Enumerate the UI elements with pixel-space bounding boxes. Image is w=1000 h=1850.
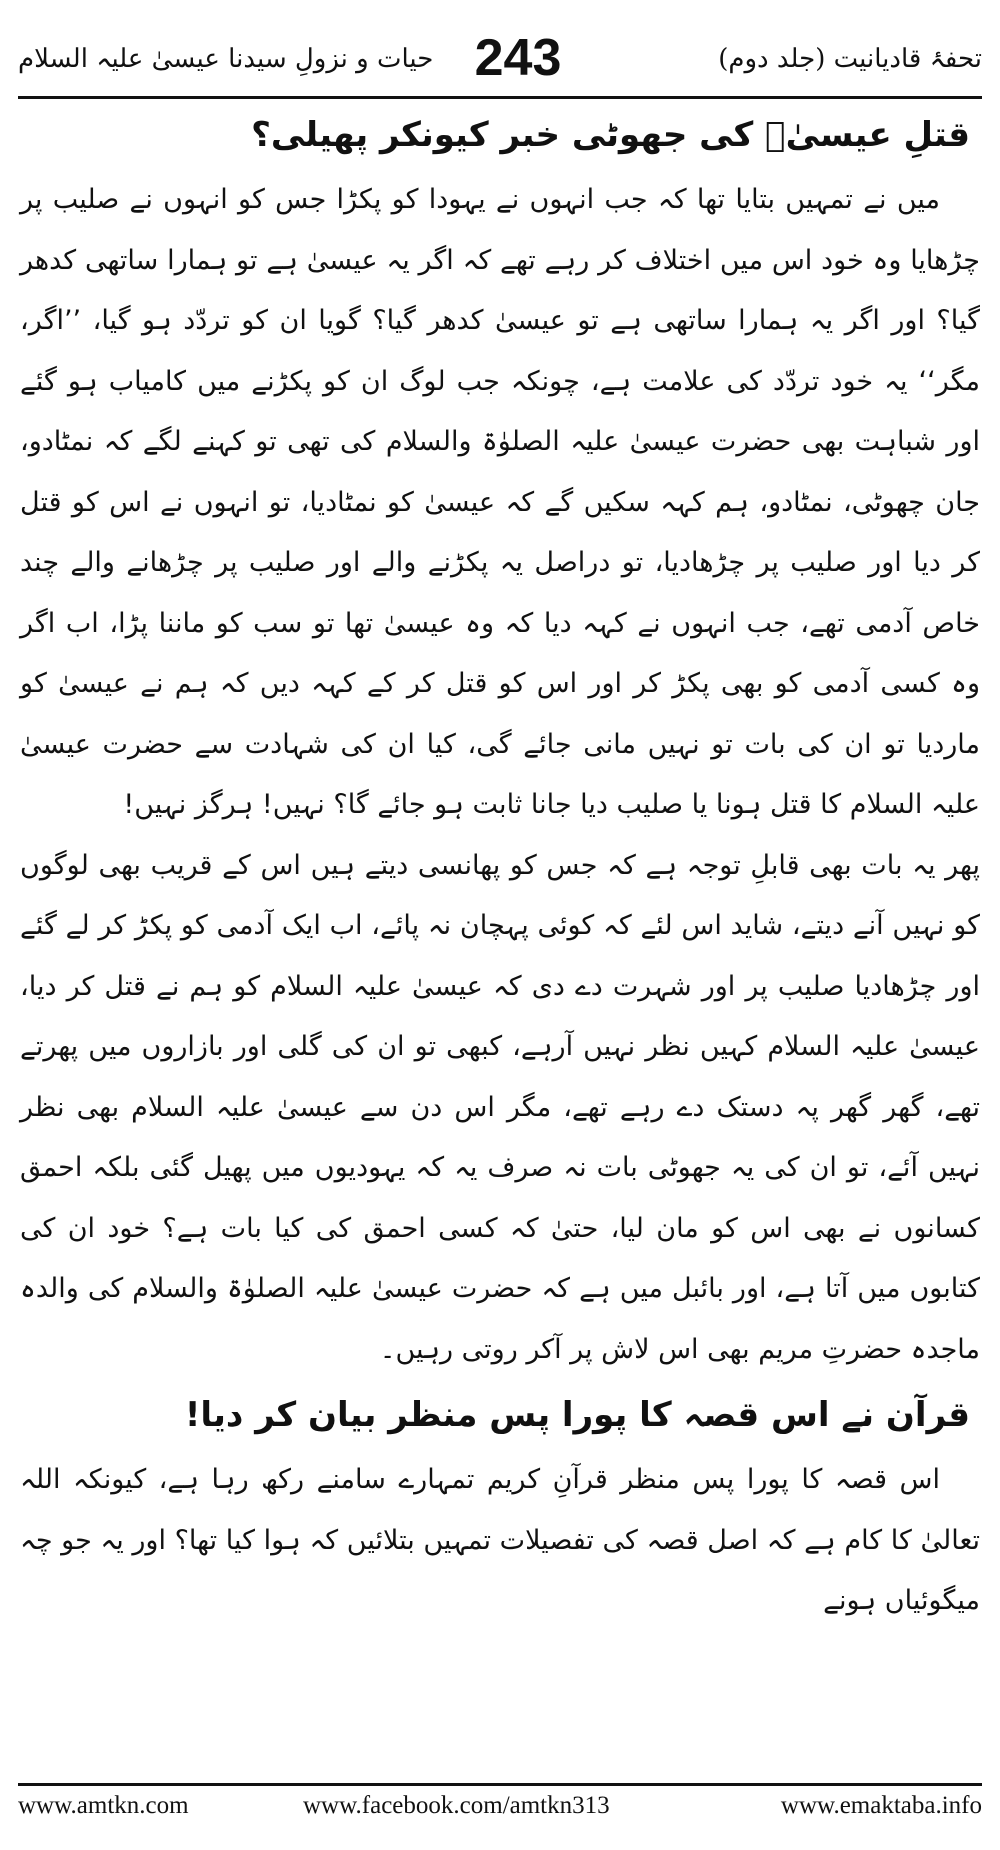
footer-link-facebook[interactable]: www.facebook.com/amtkn313	[303, 1792, 610, 1819]
section-heading-1: قتلِ عیسیٰؑ کی جھوٹی خبر کیونکر پھیلی؟	[251, 115, 970, 155]
paragraph-3: اس قصہ کا پورا پس منظر قرآنِ کریم تمہارے سامنے رکھ رہا ہے، کیونکہ اللہ تعالیٰ کا کام ہے کہ اصل قصہ کی تفصیلات تمہیں بتلائیں کہ ہوا کیا تھا؟ اور یہ جو چہ میگوئیاں ہونے	[20, 1464, 980, 1616]
paragraph-2: پھر یہ بات بھی قابلِ توجہ ہے کہ جس کو پھانسی دیتے ہیں اس کے قریب بھی لوگوں کو نہیں آنے دیتے، شاید اس لئے کہ کوئی پہچان نہ پائے، اب ایک آدمی کو پکڑ کر لے گئے اور چڑھادیا صلیب پر اور شہرت دے دی کہ عیسیٰ علیہ السلام کو ہم نے قتل کر دیا، عیسیٰ علیہ السلام کہیں نظر نہیں آرہے، کبھی تو ان کی گلی اور بازاروں میں پھرتے تھے، گھر گھر پہ دستک دے رہے تھے، مگر اس دن سے عیسیٰ علیہ السلام بھی نظر نہیں آئے، تو ان کی یہ جھوٹی بات نہ صرف یہ کہ یہودیوں میں پھیل گئی بلکہ احمق کسانوں نے بھی اس کو مان لیا، حتیٰ کہ کسی احمق کی کیا بات ہے؟ خود ان کی کتابوں میں آتا ہے، اور بائبل میں ہے کہ حضرت عیسیٰ علیہ الصلوٰۃ والسلام کی والدہ ماجدہ حضرتِ مریم بھی اس لاش پر آکر روتی رہیں۔	[20, 849, 980, 1365]
footer-link-emaktaba[interactable]: www.emaktaba.info	[780, 1792, 982, 1819]
running-header	[18, 26, 982, 99]
page-body	[20, 100, 980, 1760]
chapter-title: حیات و نزولِ سیدنا عیسیٰ علیہ السلام	[18, 44, 434, 74]
book-title: تحفۂ قادیانیت (جلد دوم)	[718, 44, 982, 74]
page-footer	[18, 1783, 982, 1836]
page-number: 243	[474, 29, 562, 87]
section-heading-2: قرآن نے اس قصہ کا پورا پس منظر بیان کر دیا!	[184, 1395, 970, 1435]
footer-link-amtkn[interactable]: www.amtkn.com	[18, 1792, 189, 1819]
paragraph-1: میں نے تمہیں بتایا تھا کہ جب انہوں نے یہودا کو پکڑا جس کو انہوں نے صلیب پر چڑھایا وہ خود اس میں اختلاف کر رہے تھے کہ اگر یہ عیسیٰ ہے تو ہمارا ساتھی کدھر گیا؟ اور اگر یہ ہمارا ساتھی ہے تو عیسیٰ کدھر گیا؟ گویا ان کو تردّد ہو گیا، ’’اگر، مگر‘‘ یہ خود تردّد کی علامت ہے، چونکہ جب لوگ ان کو پکڑنے میں کامیاب ہو گئے اور شباہت بھی حضرت عیسیٰ علیہ الصلوٰۃ والسلام کی تھی تو کہنے لگے کہ نمٹادو، جان چھوٹی، نمٹادو، ہم کہہ سکیں گے کہ عیسیٰ کو نمٹادیا، تو انہوں نے اس کو قتل کر دیا اور صلیب پر چڑھادیا، تو دراصل یہ پکڑنے والے اور صلیب پر چڑھانے والے چند خاص آدمی تھے، جب انہوں نے کہہ دیا کہ وہ عیسیٰ تھا تو سب کو ماننا پڑا، اب اگر وہ کسی آدمی کو بھی پکڑ کر اور اس کو قتل کر کے کہہ دیں کہ ہم نے عیسیٰ کو ماردیا تو ان کی بات تو نہیں مانی جائے گی، کیا ان کی شہادت سے حضرت عیسیٰ علیہ السلام کا قتل ہونا یا صلیب دیا جانا ثابت ہو جائے گا؟ نہیں! ہرگز نہیں!	[20, 184, 980, 820]
